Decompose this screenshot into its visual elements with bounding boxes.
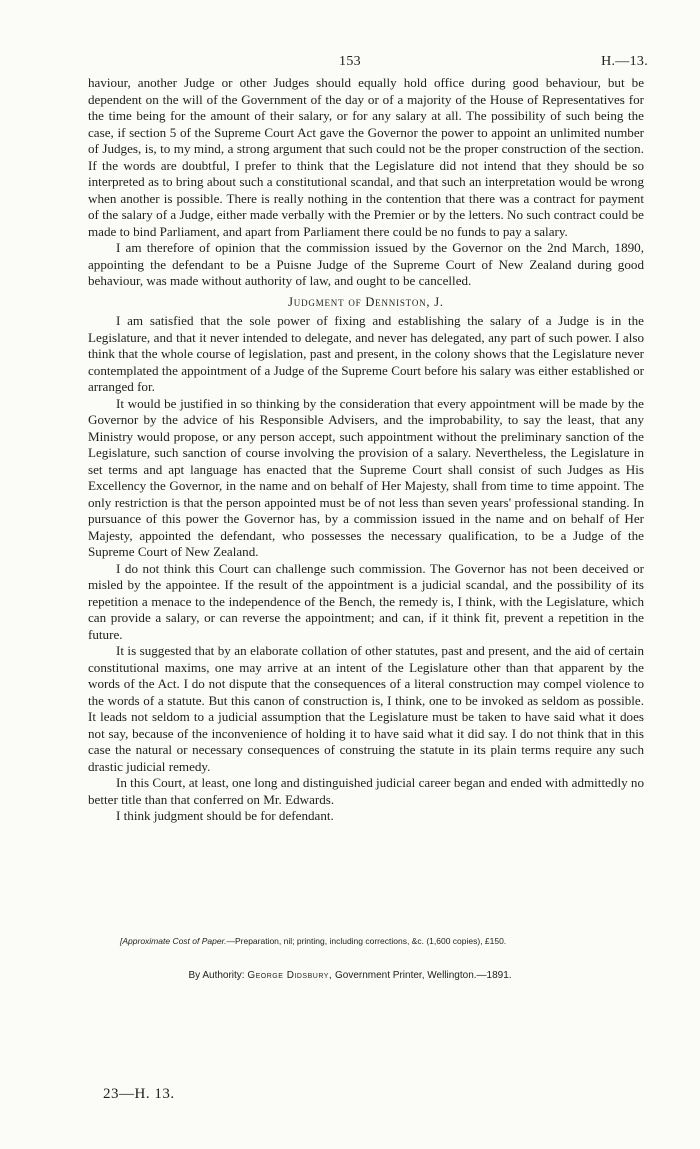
paragraph-career: In this Court, at least, one long and distinguished judicial career began and ended with admittedly no better title than that conferred on Mr. Edwards.: [88, 775, 644, 807]
paragraph-continuation: haviour, another Judge or other Judges should equally hold office during good behaviour, but be dependent on the will of the Government of the day or of a majority of the House of Representatives for the time being for the amount of their salary, or for any salary at all. The possibility of such being the case, if section 5 of the Supreme Court Act gave the Governor the power to appoint an unlimited number of Judges, is, to my mind, a strong argument that such could not be the proper construction of the section. If the words are doubtful, I prefer to think that the Legislature did not intend that they should be so interpreted as to bring about such a constitutional scandal, and that such an interpretation would be wrong when another is possible. There is really nothing in the contention that there was a contract for payment of the salary of a Judge, either made verbally with the Premier or by the letters. No such contract could be made to bind Parliament, and apart from Parliament there could be no funds to pay a salary.: [88, 75, 644, 239]
paragraph-construction: It is suggested that by an elaborate collation of other statutes, past and present, and the aid of certain constitutional maxims, one may arrive at an intent of the Legislature other than that apparent by the words of the Act. I do not dispute that the consequences of a literal construction may compel violence to the words of a statute. But this canon of construction is, I think, one to be invoked as seldom as possible. It leads not seldom to a judicial assumption that the Legislature must be taken to have said what it does not say, because of the inconvenience of holding it to have said what it did say. I do not think that in this case the natural or necessary consequences of construing the statute in its plain terms require any such drastic judicial remedy.: [88, 643, 644, 774]
page-number: 153: [339, 54, 361, 69]
judgment-body: [88, 75, 644, 825]
section-heading-denniston: Judgment of Denniston, J.: [288, 294, 444, 309]
printer-authority: [0, 970, 700, 981]
printer-name: George Didsbury,: [247, 970, 333, 981]
paragraph-opinion: I am therefore of opinion that the commission issued by the Governor on the 2nd March, 1890, appointing the defendant to be a Puisne Judge of the Supreme Court of New Zealand during good behaviour, was made without authority of law, and ought to be cancelled.: [88, 240, 644, 288]
paragraph-conclusion: I think judgment should be for defendant.: [116, 808, 334, 823]
cost-label: [Approximate Cost of Paper.: [120, 936, 227, 946]
paragraph-commission: I do not think this Court can challenge such commission. The Governor has not been deceived or misled by the appointee. If the result of the appointment is a judicial scandal, and the possibility of its repetition a menace to the independence of the Bench, the remedy is, I think, with the Legislature, which can provide a salary, or can reverse the appointment; and can, if it think fit, prevent a repetition in the future.: [88, 560, 644, 642]
cost-text: —Preparation, nil; printing, including corrections, &c. (1,600 copies), £150.: [226, 936, 507, 946]
authority-prefix: By Authority:: [188, 970, 245, 981]
paragraph-appointment: It would be justified in so thinking by the consideration that every appointment will be made by the Governor by the advice of his Responsible Advisers, and the improbability, to say the least, that any Ministry would propose, or any person accept, such appointment without the preliminary sanction of the Legislature, such sanction of course involving the provision of a salary. Nevertheless, the Legislature in set terms and apt language has enacted that the Supreme Court shall consist of such Judges as His Excellency the Governor, in the name and on behalf of Her Majesty, shall from time to time appoint. The only restriction is that the person appointed must be of not less than seven years' professional standing. In pursuance of this power the Governor has, by a commission issued in the name and on behalf of Her Majesty, appointed the defendant, who possesses the necessary qualification, to be a Judge of the Supreme Court of New Zealand.: [88, 395, 644, 559]
document-reference: H.—13.: [601, 54, 648, 69]
cost-footnote: [120, 936, 640, 946]
sheet-reference: 23—H. 13.: [103, 1086, 175, 1102]
paragraph-salary-power: I am satisfied that the sole power of fixing and establishing the salary of a Judge is in the Legislature, and that it never intended to delegate, and never has delegated, any part of such power. I also think that the whole course of legislation, past and present, in the colony shows that the Legislature never contemplated the appointment of a Judge of the Supreme Court before his salary was either established or arranged for.: [88, 313, 644, 394]
authority-suffix: Government Printer, Wellington.—1891.: [334, 970, 512, 981]
